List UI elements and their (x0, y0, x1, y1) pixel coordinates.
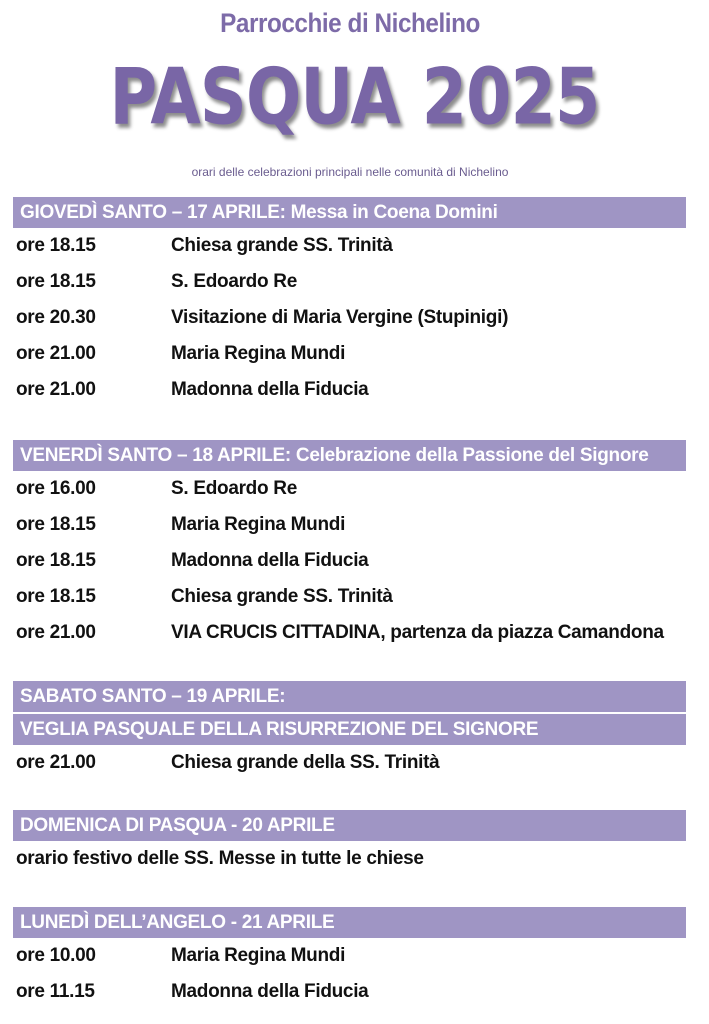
row-time: ore 16.00 (16, 478, 96, 499)
schedule (13, 197, 686, 1010)
row-time: ore 11.15 (16, 981, 95, 1002)
schedule-row (13, 507, 686, 543)
row-place: Maria Regina Mundi (171, 343, 346, 364)
row-place: Chiesa grande SS. Trinità (171, 235, 393, 256)
row-place: Madonna della Fiducia (171, 550, 369, 571)
row-place: VIA CRUCIS CITTADINA, partenza da piazza Camandona (171, 622, 664, 643)
section-spacer (13, 781, 686, 810)
row-place: S. Edoardo Re (171, 271, 297, 292)
row-time: ore 20.30 (16, 307, 96, 328)
section-heading: GIOVEDÌ SANTO – 17 APRILE: Messa in Coena Domini (13, 197, 686, 228)
row-time: ore 21.00 (16, 343, 96, 364)
schedule-row (13, 745, 686, 781)
row-time: ore 18.15 (16, 271, 96, 292)
schedule-row (13, 300, 686, 336)
schedule-row (13, 336, 686, 372)
section-heading: LUNEDÌ DELL’ANGELO - 21 APRILE (13, 907, 686, 938)
row-time: ore 18.15 (16, 550, 96, 571)
section-spacer (13, 408, 686, 440)
section-heading: DOMENICA DI PASQUA - 20 APRILE (13, 810, 686, 841)
row-time: ore 10.00 (16, 945, 96, 966)
section-spacer (13, 877, 686, 907)
section-spacer (13, 651, 686, 681)
schedule-row (13, 938, 686, 974)
note-text: orario festivo delle SS. Messe in tutte le chiese (16, 848, 424, 869)
row-place: Chiesa grande della SS. Trinità (171, 752, 440, 773)
parish-name: Parrocchie di Nichelino (220, 8, 480, 38)
section-holy-saturday (13, 681, 686, 781)
schedule-note (13, 841, 686, 877)
row-time: ore 18.15 (16, 235, 96, 256)
schedule-row (13, 228, 686, 264)
section-easter-monday (13, 907, 686, 1010)
row-place: Maria Regina Mundi (171, 514, 346, 535)
row-time: ore 21.00 (16, 622, 96, 643)
row-place: S. Edoardo Re (171, 478, 297, 499)
section-heading: VENERDÌ SANTO – 18 APRILE: Celebrazione della Passione del Signore (13, 440, 686, 471)
section-heading: SABATO SANTO – 19 APRILE: (13, 681, 686, 712)
row-time: ore 18.15 (16, 586, 96, 607)
row-time: ore 21.00 (16, 379, 96, 400)
section-easter-sunday (13, 810, 686, 877)
page-title: PASQUA 2025 (109, 51, 600, 143)
row-place: Madonna della Fiducia (171, 981, 369, 1002)
schedule-row (13, 264, 686, 300)
row-place: Chiesa grande SS. Trinità (171, 586, 393, 607)
row-place: Visitazione di Maria Vergine (Stupinigi) (171, 307, 509, 328)
row-place: Madonna della Fiducia (171, 379, 369, 400)
section-subheading: VEGLIA PASQUALE DELLA RISURREZIONE DEL SIGNORE (13, 714, 686, 745)
schedule-row (13, 372, 686, 408)
schedule-row (13, 543, 686, 579)
section-good-friday (13, 440, 686, 651)
schedule-row (13, 615, 686, 651)
schedule-row (13, 471, 686, 507)
schedule-row (13, 974, 686, 1010)
row-time: ore 21.00 (16, 752, 96, 773)
row-time: ore 18.15 (16, 514, 96, 535)
schedule-row (13, 579, 686, 615)
subtitle: orari delle celebrazioni principali nelle comunità di Nichelino (191, 165, 509, 179)
section-holy-thursday (13, 197, 686, 408)
row-place: Maria Regina Mundi (171, 945, 346, 966)
